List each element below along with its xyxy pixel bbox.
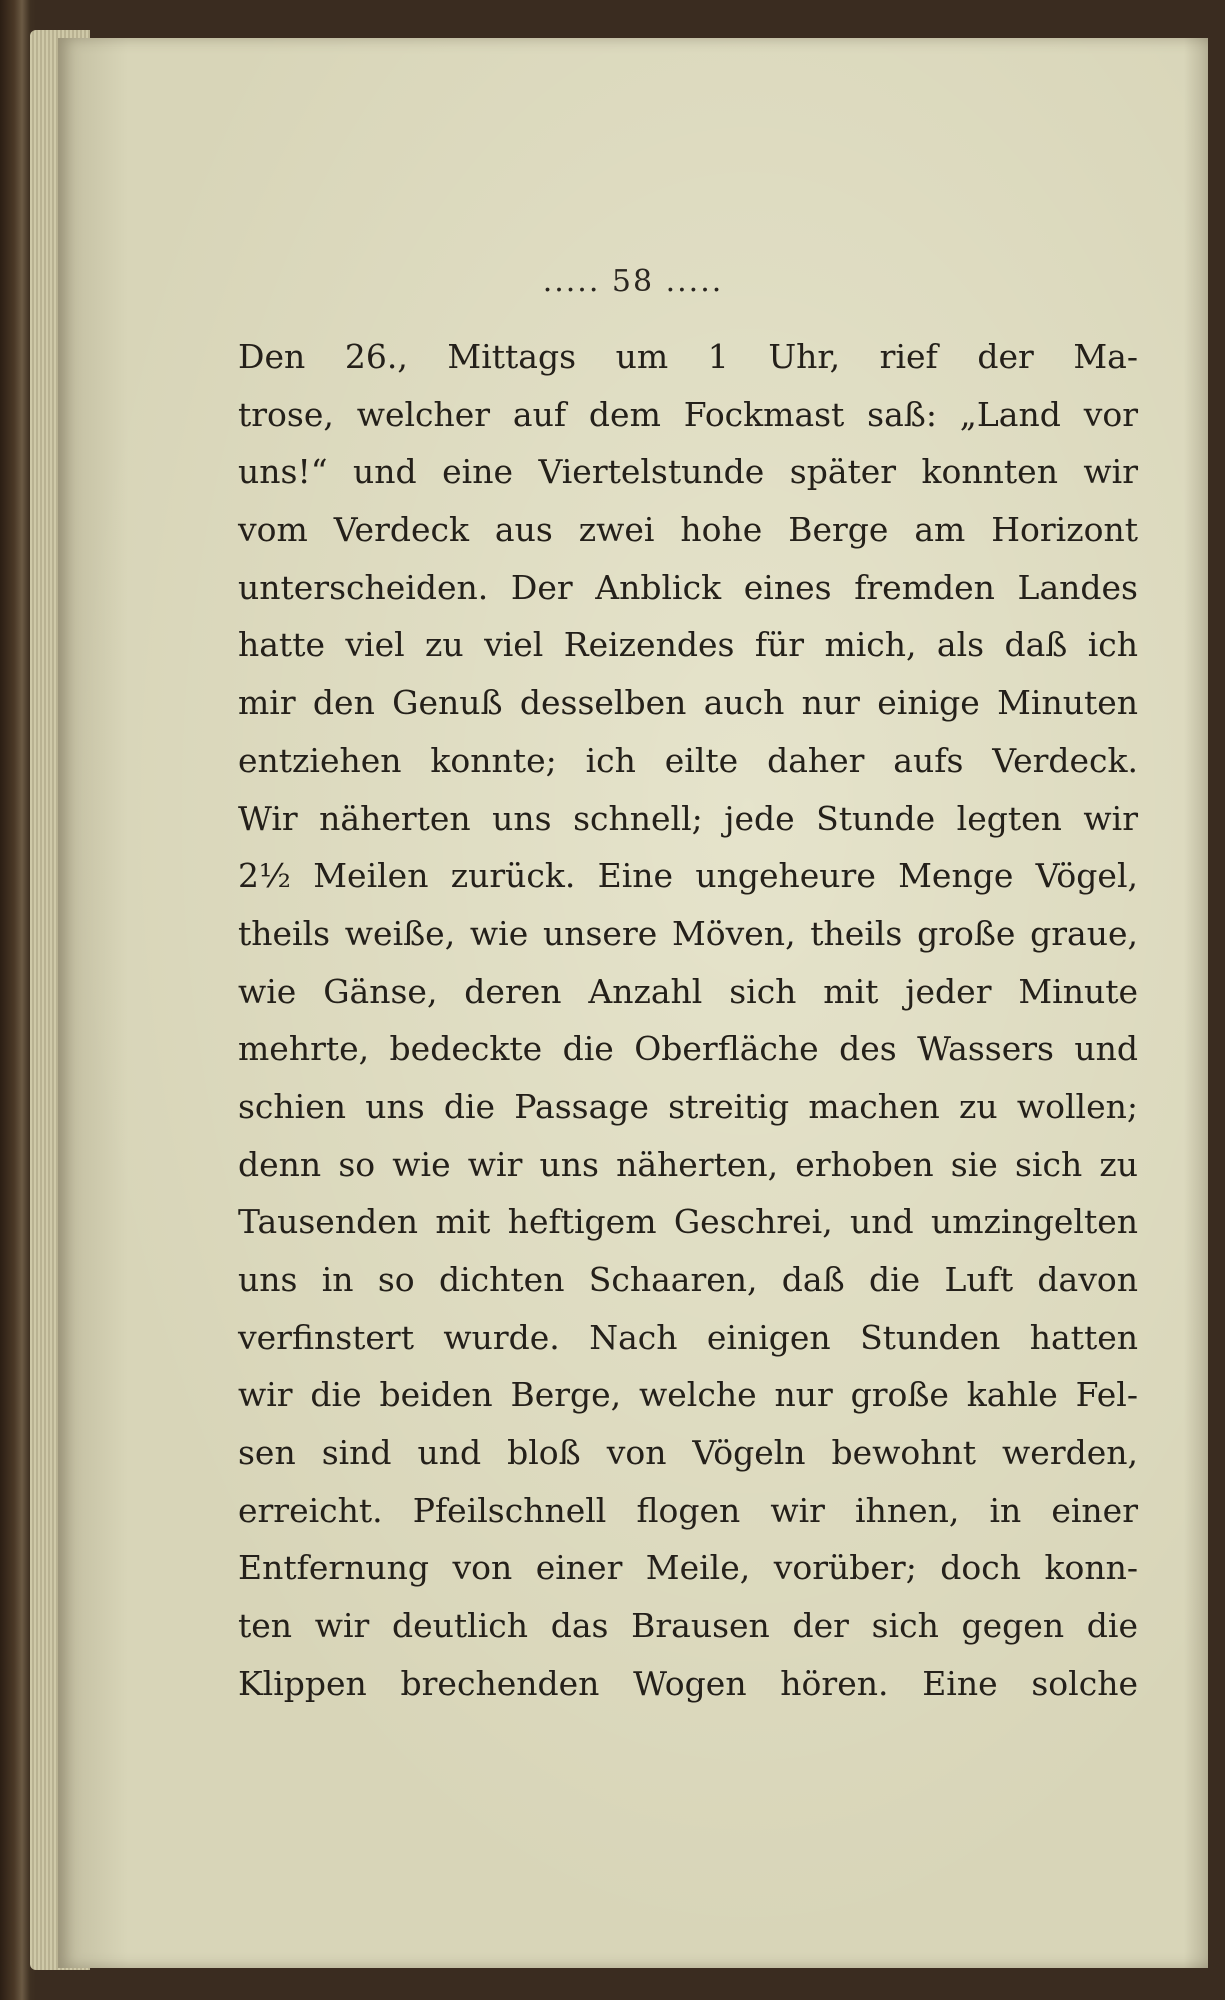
body-text	[238, 328, 1138, 1713]
text-line: sen sind und bloß von Vögeln bewohnt werden,	[238, 1433, 1138, 1473]
text-line: uns!“ und eine Viertelstunde später konnten wir	[238, 452, 1138, 492]
text-line: wir die beiden Berge, welche nur große kahle Fel-	[238, 1375, 1138, 1415]
text-line: Tausenden mit heftigem Geschrei, und umzingelten	[238, 1202, 1138, 1242]
text-line: Wir näherten uns schnell; jede Stunde legten wir	[238, 798, 1138, 838]
text-line: vom Verdeck aus zwei hohe Berge am Horizont	[238, 510, 1138, 550]
text-line: denn so wie wir uns näherten, erhoben sie sich zu	[238, 1144, 1138, 1184]
text-line: 2½ Meilen zurück. Eine ungeheure Menge Vögel,	[238, 856, 1138, 896]
text-line: mir den Genuß desselben auch nur einige Minuten	[238, 683, 1138, 723]
text-line: uns in so dichten Schaaren, daß die Luft davon	[238, 1260, 1138, 1299]
text-line: hatte viel zu viel Reizendes für mich, als daß ich	[238, 625, 1138, 665]
text-line: Entfernung von einer Meile, vorüber; doch konn-	[238, 1548, 1138, 1588]
text-line: erreicht. Pfeilschnell flogen wir ihnen, in einer	[238, 1490, 1138, 1530]
text-line: schien uns die Passage streitig machen zu wollen;	[238, 1086, 1138, 1126]
text-line: Klippen brechenden Wogen hören. Eine solche	[238, 1663, 1138, 1703]
page-number: ..... 58 .....	[542, 264, 724, 299]
page-right-edge	[1184, 38, 1208, 1968]
text-line: Den 26., Mittags um 1 Uhr, rief der Ma-	[238, 337, 1138, 376]
text-line: ten wir deutlich das Brausen der sich gegen die	[238, 1606, 1138, 1646]
text-line: trose, welcher auf dem Fockmast saß: „Land vor	[238, 394, 1138, 434]
text-line: wie Gänse, deren Anzahl sich mit jeder Minute	[238, 971, 1138, 1011]
text-line: entziehen konnte; ich eilte daher aufs Verdeck.	[238, 740, 1138, 780]
text-line: verfinstert wurde. Nach einigen Stunden hatten	[238, 1317, 1138, 1357]
text-line: theils weiße, wie unsere Möven, theils große graue,	[238, 913, 1138, 953]
text-line: unterscheiden. Der Anblick eines fremden Landes	[238, 567, 1138, 607]
text-line: mehrte, bedeckte die Oberfläche des Wassers und	[238, 1029, 1138, 1069]
book-page	[58, 38, 1208, 1968]
